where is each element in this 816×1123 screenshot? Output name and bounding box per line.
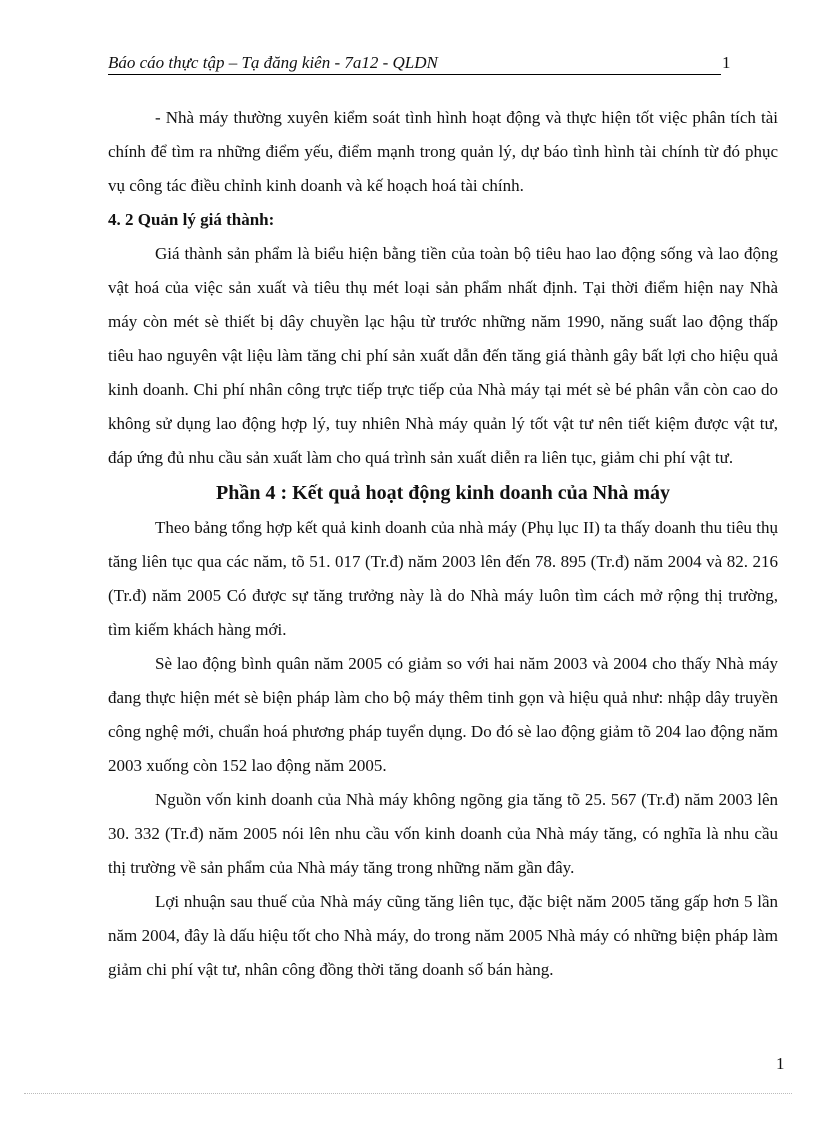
paragraph-cost-management: Giá thành sản phẩm là biểu hiện bằng tiền của toàn bộ tiêu hao lao động sống và lao động vật hoá của việc sản xuất và tiêu thụ mét loại sản phẩm nhất định. Tại thời điểm hiện nay Nhà máy còn mét sè thiết bị dây chuyền lạc hậu từ trước những năm 1990, năng suất lao động thấp tiêu hao nguyên vật liệu làm tăng chi phí sản xuất dẫn đến tăng giá thành gây bất lợi cho hiệu quả kinh doanh. Chi phí nhân công trực tiếp trực tiếp của Nhà máy tại mét sè bé phân vẫn còn cao do không sử dụng lao động hợp lý, tuy nhiên Nhà máy quản lý tốt vật tư nên tiết kiệm được vật tư, đáp ứng đủ nhu cầu sản xuất làm cho quá trình sản xuất diễn ra liên tục, giảm chi phí vật tư.: [108, 244, 778, 467]
paragraph-capital: Nguồn vốn kinh doanh của Nhà máy không ngõng gia tăng tõ 25. 567 (Tr.đ) năm 2003 lên 30. 332 (Tr.đ) năm 2005 nói lên nhu cầu vốn kinh doanh của Nhà máy tăng, có nghĩa là nhu cầu thị trường về sản phẩm của Nhà máy tăng trong những năm gần đây.: [108, 790, 778, 877]
header-title: Báo cáo thực tập – Tạ đăng kiên - 7a12 - QLDN: [108, 52, 721, 75]
section-heading-cost-management: 4. 2 Quản lý giá thành:: [108, 210, 275, 229]
paragraph-revenue: Theo bảng tổng hợp kết quả kinh doanh của nhà máy (Phụ lục II) ta thấy doanh thu tiêu thụ tăng liên tục qua các năm, tõ 51. 017 (Tr.đ) năm 2003 lên đến 78. 895 (Tr.đ) năm 2004 và 82. 216 (Tr.đ) năm 2005 Có được sự tăng trưởng này là do Nhà máy luôn tìm cách mở rộng thị trường, tìm kiếm khách hàng mới.: [108, 518, 778, 639]
paragraph-financial-control: - Nhà máy thường xuyên kiểm soát tình hình hoạt động và thực hiện tốt việc phân tích tài chính để tìm ra những điểm yếu, điểm mạnh trong quản lý, dự báo tình hình tài chính từ đó phục vụ công tác điều chỉnh kinh doanh và kế hoạch hoá tài chính.: [108, 108, 778, 195]
part-heading-business-results: Phần 4 : Kết quả hoạt động kinh doanh của Nhà máy: [215, 482, 670, 504]
paragraph-profit: Lợi nhuận sau thuế của Nhà máy cũng tăng liên tục, đặc biệt năm 2005 tăng gấp hơn 5 lần năm 2004, đây là dấu hiệu tốt cho Nhà máy, do trong năm 2005 Nhà máy có những biện pháp làm giảm chi phí vật tư, nhân công đồng thời tăng doanh số bán hàng.: [108, 892, 778, 979]
page-header: [108, 52, 731, 76]
footer-page-number: 1: [776, 1054, 785, 1073]
document-body: [108, 101, 778, 987]
page-bottom-divider: [24, 1093, 792, 1094]
paragraph-labor: Sè lao động bình quân năm 2005 có giảm so với hai năm 2003 và 2004 cho thấy Nhà máy đang thực hiện mét sè biện pháp làm cho bộ máy thêm tinh gọn và hiệu quả như: nhập dây truyền công nghệ mới, chuẩn hoá phương pháp tuyển dụng. Do đó sè lao động giảm tõ 204 lao động năm 2003 xuống còn 152 lao động năm 2005.: [108, 654, 778, 775]
header-page-number: 1: [722, 53, 731, 72]
